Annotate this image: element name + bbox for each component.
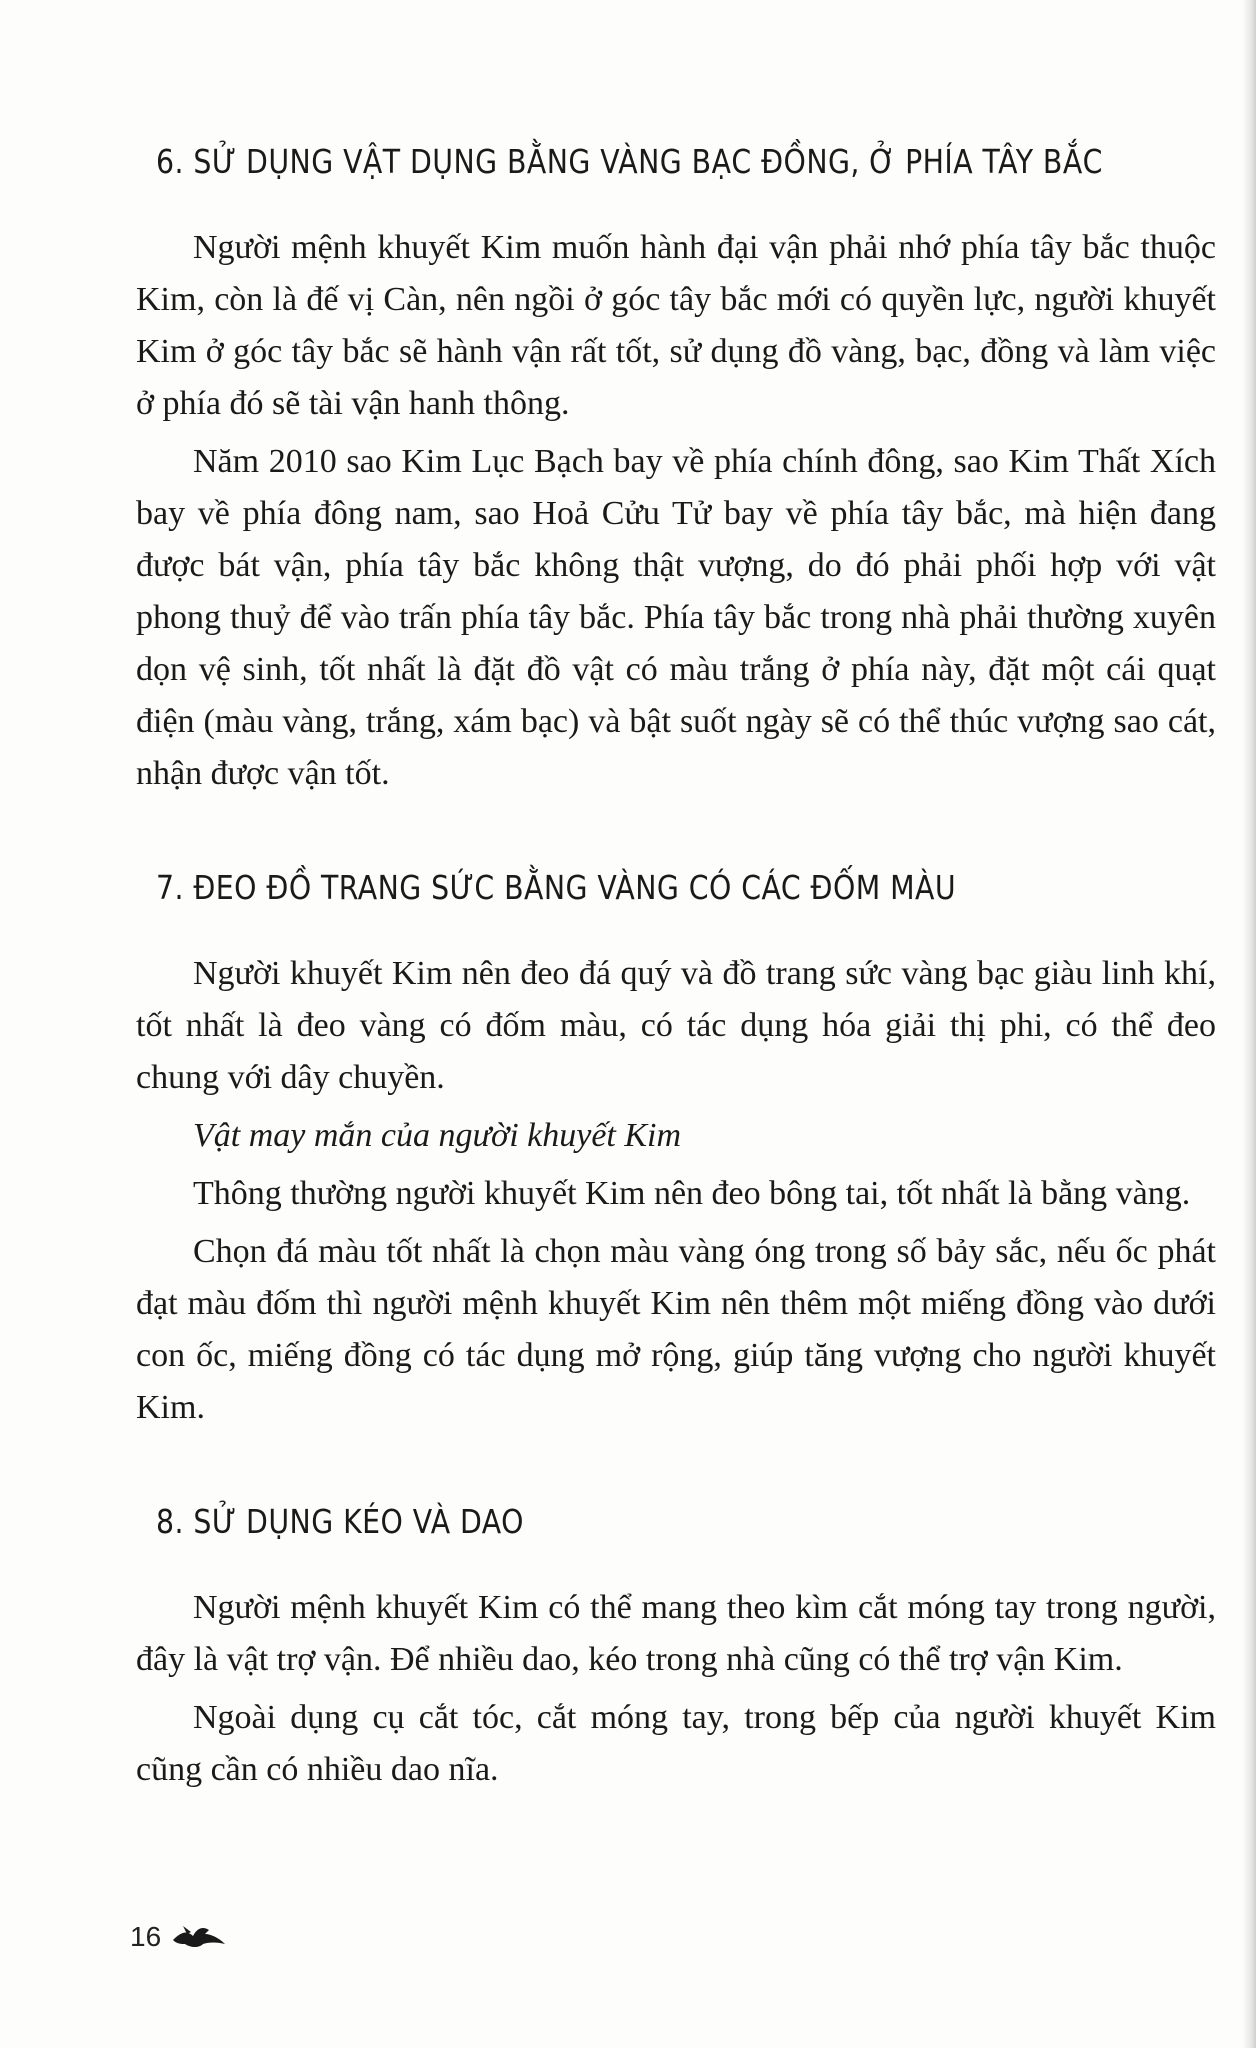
swallow-ornament-icon (169, 1922, 229, 1952)
page-content (136, 138, 1216, 1802)
section-spacer (136, 806, 1216, 864)
page-number: 16 (130, 1921, 162, 1952)
page-footer (130, 1912, 229, 1962)
section-spacer (136, 1440, 1216, 1498)
section-8-paragraph-1: Người mệnh khuyết Kim có thể mang theo kìm cắt móng tay trong người, đây là vật trợ vận. Để nhiều dao, kéo trong nhà cũng có thể trợ vận Kim. (136, 1589, 1216, 1678)
section-7-paragraph-2: Thông thường người khuyết Kim nên đeo bông tai, tốt nhất là bằng vàng. (193, 1175, 1191, 1212)
section-8-paragraph-2: Ngoài dụng cụ cắt tóc, cắt móng tay, trong bếp của người khuyết Kim cũng cần có nhiều dao nĩa. (136, 1699, 1216, 1788)
section-6-heading: 6. SỬ DỤNG VẬT DỤNG BẰNG VÀNG BẠC ĐỒNG, Ở PHÍA TÂY BẮC (156, 142, 1103, 181)
section-6-paragraph-2: Năm 2010 sao Kim Lục Bạch bay về phía chính đông, sao Kim Thất Xích bay về phía đông nam, sao Hoả Cửu Tử bay về phía tây bắc, mà hiện đang được bát vận, phía tây bắc không thật vượng, do đó phải phối hợp với vật phong thuỷ để vào trấn phía tây bắc. Phía tây bắc trong nhà phải thường xuyên dọn vệ sinh, tốt nhất là đặt đồ vật có màu trắng ở phía này, đặt một cái quạt điện (màu vàng, trắng, xám bạc) và bật suốt ngày sẽ có thể thúc vượng sao cát, nhận được vận tốt. (136, 443, 1216, 792)
section-8-heading: 8. SỬ DỤNG KÉO VÀ DAO (156, 1502, 524, 1541)
section-7-paragraph-1: Người khuyết Kim nên đeo đá quý và đồ trang sức vàng bạc giàu linh khí, tốt nhất là đeo vàng có đốm màu, có tác dụng hóa giải thị phi, có thể đeo chung với dây chuyền. (136, 955, 1216, 1096)
section-7-subheading: Vật may mắn của người khuyết Kim (193, 1117, 682, 1154)
section-6-paragraph-1: Người mệnh khuyết Kim muốn hành đại vận phải nhớ phía tây bắc thuộc Kim, còn là đế vị Càn, nên ngồi ở góc tây bắc mới có quyền lực, người khuyết Kim ở góc tây bắc sẽ hành vận rất tốt, sử dụng đồ vàng, bạc, đồng và làm việc ở phía đó sẽ tài vận hanh thông. (136, 229, 1216, 422)
section-7-paragraph-3: Chọn đá màu tốt nhất là chọn màu vàng óng trong số bảy sắc, nếu ốc phát đạt màu đốm thì người mệnh khuyết Kim nên thêm một miếng đồng vào dưới con ốc, miếng đồng có tác dụng mở rộng, giúp tăng vượng cho người khuyết Kim. (136, 1233, 1216, 1426)
section-7-heading: 7. ĐEO ĐỒ TRANG SỨC BẰNG VÀNG CÓ CÁC ĐỐM MÀU (156, 868, 957, 907)
page-edge-shadow (1242, 0, 1256, 2048)
